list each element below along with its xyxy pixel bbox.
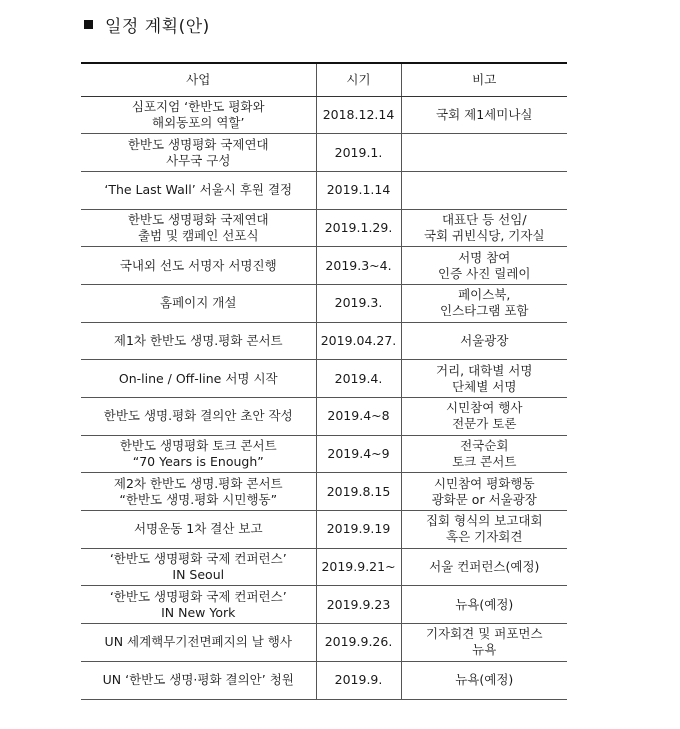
table-row [81, 548, 567, 586]
project-text: 한반도 생명.평화 결의안 초안 작성 [103, 408, 293, 424]
date-cell: 2019.9.23 [316, 586, 401, 624]
table-row [81, 435, 567, 473]
project-text: 홈페이지 개설 [160, 295, 237, 311]
project-text: 제2차 한반도 생명.평화 콘서트 [113, 475, 283, 491]
table-row [81, 360, 567, 398]
date-cell: 2018.12.14 [316, 96, 401, 134]
project-cell [81, 661, 316, 699]
note-cell [401, 511, 567, 549]
note-cell [401, 209, 567, 247]
project-text: 심포지엄 ‘한반도 평화와 [131, 98, 265, 114]
project-text: 서명운동 1차 결산 보고 [133, 521, 263, 537]
square-bullet-icon [84, 20, 93, 29]
schedule-table-body [81, 96, 567, 699]
schedule-table [81, 62, 567, 700]
column-header-note: 비고 [401, 63, 567, 96]
note-cell [401, 322, 567, 360]
project-cell [81, 473, 316, 511]
note-cell [401, 247, 567, 285]
note-text: 서울광장 [460, 332, 509, 348]
table-row [81, 586, 567, 624]
table-row [81, 209, 567, 247]
table-header-row [81, 63, 567, 96]
project-text: UN ‘한반도 생명·평화 결의안’ 청원 [102, 672, 294, 688]
note-cell [401, 398, 567, 436]
note-cell [401, 661, 567, 699]
table-row [81, 661, 567, 699]
note-cell [401, 548, 567, 586]
note-text: 뉴욕(예정) [455, 596, 514, 612]
heading-title: 일정 계획(안) [105, 17, 210, 37]
note-text: 단체별 서명 [452, 378, 517, 394]
note-text: 서울 컨퍼런스(예정) [429, 559, 540, 575]
note-text: 인증 사진 릴레이 [438, 265, 531, 281]
project-cell [81, 398, 316, 436]
project-text: ‘한반도 생명평화 국제 컨퍼런스’ [109, 551, 287, 567]
project-text: 한반도 생명평화 토크 콘서트 [119, 438, 277, 454]
table-row [81, 284, 567, 322]
note-text: 인스타그램 포함 [440, 303, 529, 319]
project-text: IN Seoul [172, 567, 225, 583]
date-cell: 2019.3~4. [316, 247, 401, 285]
note-text: 서명 참여 [458, 249, 511, 265]
project-text: 해외동포의 역할’ [152, 114, 245, 130]
date-cell: 2019.4~8 [316, 398, 401, 436]
date-cell: 2019.9.21~ [316, 548, 401, 586]
project-cell [81, 624, 316, 662]
project-cell [81, 134, 316, 172]
section-heading [84, 12, 210, 37]
project-text: 한반도 생명평화 국제연대 [127, 211, 269, 227]
date-cell: 2019.1.14 [316, 171, 401, 209]
note-cell [401, 134, 567, 172]
date-cell: 2019.1.29. [316, 209, 401, 247]
project-cell [81, 322, 316, 360]
table-row [81, 511, 567, 549]
project-text: 출범 및 캠페인 선포식 [137, 227, 259, 243]
project-text: On-line / Off-line 서명 시작 [118, 370, 278, 386]
date-cell: 2019.04.27. [316, 322, 401, 360]
table-row [81, 96, 567, 134]
project-cell [81, 209, 316, 247]
note-cell [401, 96, 567, 134]
note-text: 광화문 or 서울광장 [431, 491, 537, 507]
project-text: 제1차 한반도 생명.평화 콘서트 [113, 332, 283, 348]
note-text: 시민참여 행사 [446, 400, 523, 416]
note-text: 페이스북, [458, 287, 511, 303]
project-cell [81, 247, 316, 285]
date-cell: 2019.8.15 [316, 473, 401, 511]
project-text: IN New York [161, 604, 236, 620]
note-cell [401, 586, 567, 624]
note-text: 뉴욕 [472, 642, 497, 658]
date-cell: 2019.9.19 [316, 511, 401, 549]
date-cell: 2019.4~9 [316, 435, 401, 473]
table-row [81, 624, 567, 662]
note-cell [401, 171, 567, 209]
project-text: 한반도 생명평화 국제연대 [127, 136, 269, 152]
column-header-date: 시기 [316, 63, 401, 96]
table-row [81, 134, 567, 172]
note-text: 토크 콘서트 [452, 454, 517, 470]
note-text: 혹은 기자회견 [446, 529, 523, 545]
project-text: ‘한반도 생명평화 국제 컨퍼런스’ [109, 588, 287, 604]
table-row [81, 473, 567, 511]
note-text: 집회 형식의 보고대회 [425, 513, 543, 529]
note-text: 거리, 대학별 서명 [436, 362, 533, 378]
project-text: “한반도 생명.평화 시민행동” [119, 491, 278, 507]
table-row [81, 171, 567, 209]
note-text: 국회 제1세미나실 [436, 106, 533, 122]
date-cell: 2019.4. [316, 360, 401, 398]
project-text: 사무국 구성 [166, 152, 231, 168]
table-row [81, 322, 567, 360]
project-cell [81, 586, 316, 624]
project-cell [81, 548, 316, 586]
note-text: 전국순회 [460, 438, 509, 454]
project-cell [81, 171, 316, 209]
note-text: 기자회견 및 퍼포먼스 [425, 626, 543, 642]
project-cell [81, 284, 316, 322]
note-cell [401, 284, 567, 322]
project-text: ‘The Last Wall’ 서울시 후원 결정 [104, 182, 293, 198]
project-cell [81, 360, 316, 398]
note-cell [401, 473, 567, 511]
column-header-project: 사업 [81, 63, 316, 96]
date-cell: 2019.1. [316, 134, 401, 172]
project-cell [81, 435, 316, 473]
note-text: 국회 귀빈식당, 기자실 [423, 227, 545, 243]
table-row [81, 247, 567, 285]
date-cell: 2019.9. [316, 661, 401, 699]
table-row [81, 398, 567, 436]
project-text: 국내외 선도 서명자 서명진행 [119, 257, 277, 273]
project-text: UN 세계핵무기전면폐지의 날 행사 [104, 634, 292, 650]
note-text: 대표단 등 선임/ [441, 211, 527, 227]
note-text: 뉴욕(예정) [455, 672, 514, 688]
note-cell [401, 435, 567, 473]
note-cell [401, 360, 567, 398]
date-cell: 2019.3. [316, 284, 401, 322]
note-text: 전문가 토론 [452, 416, 517, 432]
date-cell: 2019.9.26. [316, 624, 401, 662]
note-text: 시민참여 평화행동 [433, 475, 535, 491]
note-cell [401, 624, 567, 662]
project-cell [81, 511, 316, 549]
project-cell [81, 96, 316, 134]
project-text: “70 Years is Enough” [132, 454, 264, 470]
